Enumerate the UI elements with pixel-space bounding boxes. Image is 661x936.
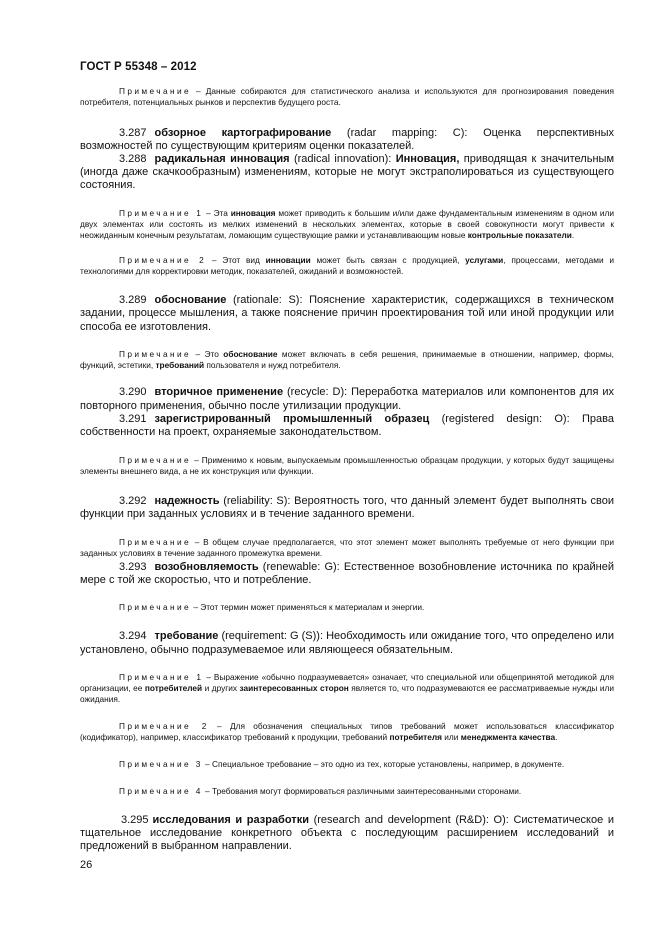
- page-number: 26: [80, 859, 93, 871]
- note-paragraph: [80, 721, 614, 744]
- note-paragraph: [80, 537, 614, 560]
- term-name: возобновляемость: [154, 560, 259, 573]
- note-text: или: [441, 732, 461, 742]
- note-reference: потребителей: [144, 683, 203, 694]
- note-label: Примечание 3: [119, 759, 203, 770]
- term-number: 3.295: [121, 813, 149, 826]
- note-reference: контрольные показатели: [467, 230, 572, 241]
- term-number: 3.288: [119, 153, 147, 165]
- term-definition: (rationale: S): Пояснение характеристик, содержащихся в техническом задании, процессе мышления, а также пояснение причин проектирования той или иной продукции или способа ее изготовления.: [80, 294, 614, 333]
- term-number: 3.294: [119, 630, 147, 643]
- note-text: является то, что подразумеваются ее рассматриваемые нужды или ожидания.: [80, 683, 614, 705]
- term-3-287: [80, 127, 614, 153]
- term-number: 3.290: [119, 386, 147, 399]
- term-definition: (registered design: O): Права собственности на проект, охраняемые законодательством.: [80, 412, 614, 438]
- standard-header: ГОСТ Р 55348 – 2012: [80, 61, 197, 73]
- term-definition: (recycle: D): Переработка материалов или компонентов для их повторного применения, обычно после утилизации продукции.: [80, 386, 614, 412]
- note-text: и других: [202, 683, 240, 694]
- note-label: Примечание: [119, 86, 192, 96]
- note-label: Примечание 2: [119, 720, 209, 731]
- note-text: – Применимо к новым, выпускаемым промышленностью образцам продукции, у которых будут защищены элементы внешнего вида, а не их конструкция или функции.: [80, 455, 614, 477]
- term-definition: (renewable: G): Естественное возобновление источника по крайней мере с той же скоростью, что и потребление.: [80, 560, 614, 586]
- note-text: – Эта: [203, 207, 231, 218]
- note-text: , процессами, методами и технологиями для корректировки методик, показателей, ожиданий и возможностей.: [80, 254, 614, 276]
- term-number: 3.287: [119, 126, 147, 139]
- term-reference: Инновация,: [395, 153, 460, 165]
- term-number: 3.291: [119, 412, 147, 425]
- note-paragraph: [80, 86, 614, 109]
- note-text: .: [571, 230, 575, 241]
- term-name: надежность: [154, 494, 220, 507]
- term-number: 3.293: [119, 560, 147, 573]
- term-definition: (radar mapping: C): Оценка перспективных возможностей по существующим критериям оценки показателей.: [80, 126, 614, 152]
- note-label: Примечание: [119, 348, 192, 359]
- note-reference: заинтересованных сторон: [239, 683, 349, 694]
- note-paragraph: [80, 672, 614, 706]
- term-definition-cont: приводящая к значительным (иногда даже скачкообразным) изменениям, которые не могут экстраполироваться из существующего состояния.: [80, 153, 615, 192]
- note-label: Примечание: [119, 537, 192, 548]
- term-definition: (requirement: G (S)): Необходимость или ожидание того, что определено или установлено, обычно подразумеваемое или являющееся обязательным.: [80, 630, 614, 656]
- note-text: может приводить к большим и/или даже фундаментальным изменениям в одном или двух элементах или состоять из мелких изменений в нескольких элементах, которые в своей совокупности могут привести к неожиданным конечным результатам, ломающим существующие рамки и устанавливающим новые: [80, 207, 614, 241]
- term-name: обоснование: [154, 294, 227, 307]
- note-text: .: [555, 732, 558, 742]
- note-text: может включать в себя решения, принимаемые в отношении, например, формы, функций, эстетики,: [80, 348, 614, 370]
- document-body: [80, 86, 614, 854]
- note-text: – Этот вид: [206, 254, 266, 265]
- note-text: – В общем случае предполагается, что этот элемент может выполнять требуемые от него функции при заданных условиях в течение заданного промежутка времени.: [80, 537, 614, 559]
- note-paragraph: [80, 455, 614, 478]
- note-reference: услугами: [465, 254, 504, 265]
- term-name: исследования и разработки: [152, 813, 309, 826]
- note-reference: обоснование: [223, 348, 278, 359]
- note-reference: инновации: [265, 254, 311, 265]
- term-definition: (radical innovation):: [289, 153, 396, 165]
- note-reference: потребителя: [389, 732, 442, 742]
- note-label: Примечание: [119, 602, 192, 613]
- note-text: – Данные собираются для статистического анализа и используются для прогнозирования поведения потребителя, потенциальных рынков и перспектив будущего роста.: [80, 86, 614, 108]
- term-3-290: [80, 386, 614, 412]
- note-label: Примечание 2: [119, 254, 207, 265]
- note-reference: менеджмента качества: [460, 732, 556, 742]
- note-text: – Этот термин может применяться к материалам и энергии.: [191, 602, 425, 613]
- term-name: зарегистрированный промышленный образец: [154, 412, 430, 425]
- note-label: Примечание 1: [119, 671, 204, 682]
- term-3-292: [80, 495, 614, 521]
- note-label: Примечание 4: [119, 785, 203, 796]
- note-reference: требований: [155, 360, 205, 370]
- term-name: требование: [154, 630, 219, 643]
- note-paragraph: [80, 602, 614, 613]
- note-text: – Специальное требование – это одно из тех, которые установлены, например, в документе.: [202, 759, 565, 770]
- note-paragraph: [80, 255, 614, 278]
- term-name: обзорное картографирование: [154, 126, 332, 139]
- note-paragraph: [80, 786, 614, 797]
- note-text: – Выражение «обычно подразумевается» означает, что специальной или общепринятой методикой для организации, ее: [80, 671, 615, 694]
- term-definition: (reliability: S): Вероятность того, что данный элемент будет выполнять свои функции при заданных условиях и в течение заданного времени.: [80, 494, 614, 520]
- term-number: 3.292: [119, 494, 147, 507]
- term-3-294: [80, 630, 614, 656]
- term-3-293: [80, 561, 614, 587]
- term-number: 3.289: [119, 294, 147, 307]
- term-3-288: [80, 153, 614, 193]
- term-definition: (research and development (R&D): O): Систематическое и тщательное исследование конкретного объекта с последующим расширением исследований и предложений в выбранном направлении.: [80, 813, 615, 853]
- note-label: Примечание 1: [119, 207, 204, 218]
- note-label: Примечание: [119, 455, 192, 466]
- note-reference: инновация: [230, 207, 276, 218]
- note-text: – Требования могут формироваться различными заинтересованными сторонами.: [202, 785, 522, 796]
- note-text: пользователя и нужд потребителя.: [204, 360, 341, 370]
- term-name: радикальная инновация: [154, 153, 290, 165]
- term-3-289: [80, 294, 614, 334]
- note-paragraph: [80, 208, 614, 242]
- term-name: вторичное применение: [154, 386, 284, 399]
- term-3-291: [80, 413, 614, 439]
- note-text: – Для обозначения специальных типов требований может использоваться классификатор (кодификатор), например, классификатор требований к продукции, требований: [80, 720, 614, 742]
- term-3-295: [80, 814, 614, 854]
- note-text: может быть связан с продукцией,: [310, 254, 466, 265]
- note-paragraph: [80, 349, 614, 372]
- note-paragraph: [80, 759, 614, 770]
- note-text: – Это: [191, 348, 224, 359]
